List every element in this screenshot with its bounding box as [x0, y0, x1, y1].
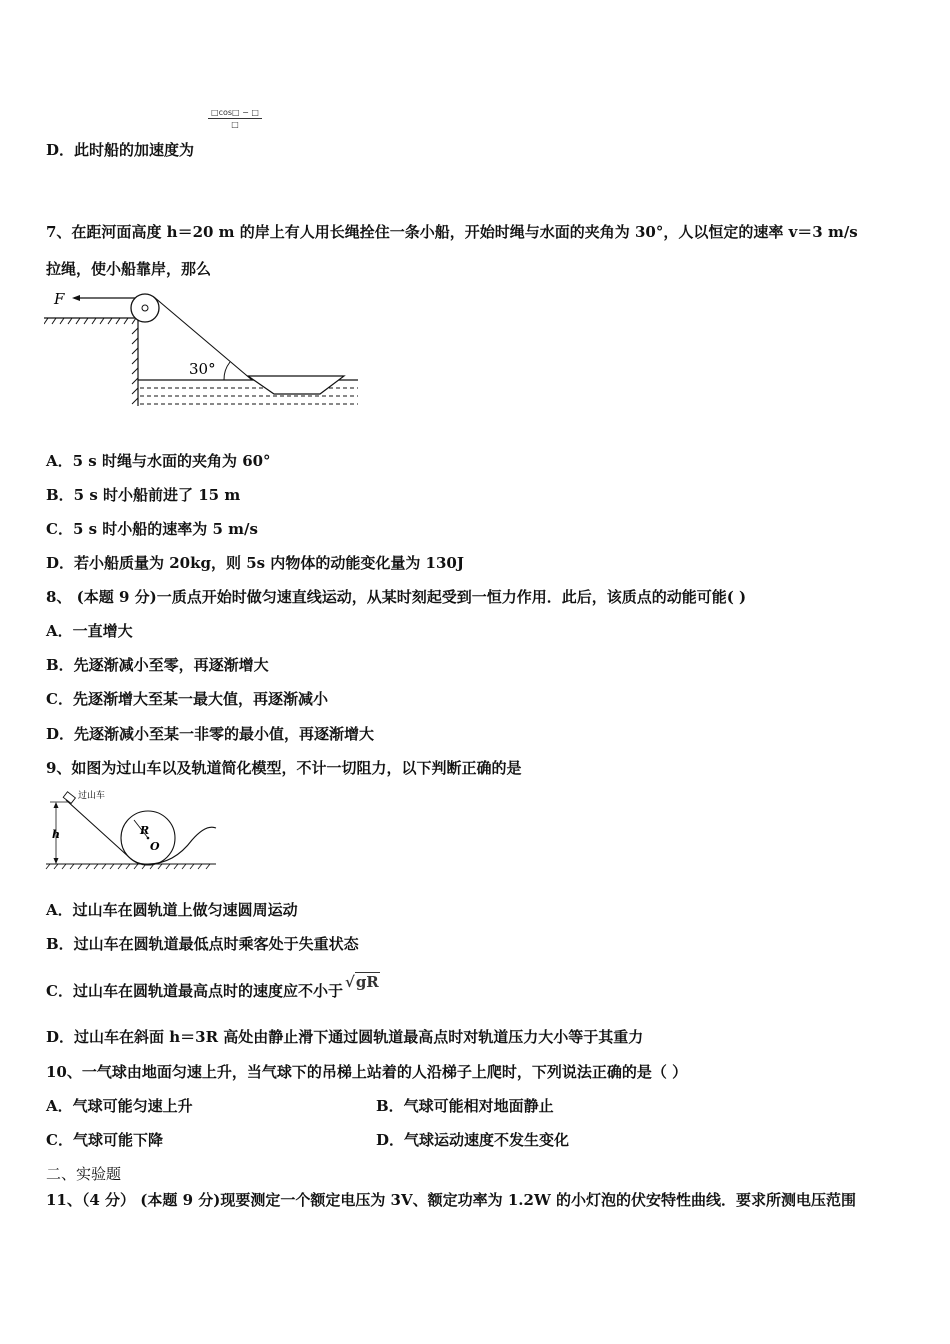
q8-option-b: B．先逐渐减小至零，再逐渐增大: [46, 656, 269, 674]
center-label: O: [150, 840, 160, 853]
q9-option-a: A．过山车在圆轨道上做匀速圆周运动: [46, 901, 298, 919]
q7-boat-figure: [44, 288, 364, 410]
q10-option-c: C．气球可能下降: [46, 1131, 163, 1149]
q9-option-c-text: C．过山车在圆轨道最高点时的速度应不小于: [46, 982, 343, 1000]
center-dot: [147, 837, 150, 840]
ground-hatching: [46, 864, 210, 869]
car-label: 过山车: [78, 791, 106, 801]
fraction-numerator: □cos□ − □: [208, 108, 262, 119]
ground-hatching: [44, 318, 136, 324]
q9-option-d: D．过山车在斜面 h＝3R 高处由静止滑下通过圆轨道最高点时对轨道压力大小等于其重力: [46, 1028, 644, 1046]
fraction-denominator: □: [231, 120, 239, 129]
sqrt-gR-formula: √gR: [344, 973, 379, 991]
q8-option-a: A．一直增大: [46, 622, 133, 640]
q7-option-b: B．5 s 时小船前进了 15 m: [46, 486, 241, 504]
q7-option-a: A．5 s 时绳与水面的夹角为 60°: [46, 452, 271, 470]
q10-option-d: D．气球运动速度不发生变化: [376, 1131, 570, 1149]
section-heading: 二、实验题: [46, 1165, 122, 1183]
height-label: h: [52, 828, 60, 841]
force-arrowhead: [72, 295, 80, 301]
boat: [248, 376, 344, 394]
q7-option-d: D．若小船质量为 20kg，则 5s 内物体的动能变化量为 130J: [46, 554, 464, 572]
sqrt-radicand: gR: [355, 973, 379, 991]
radius-label: R: [140, 824, 150, 837]
q7-stem-line1: 7、在距河面高度 h＝20 m 的岸上有人用长绳拴住一条小船，开始时绳与水面的夹角为 30°，人以恒定的速率 v＝3 m/s: [46, 223, 858, 241]
q10-option-b: B．气球可能相对地面静止: [376, 1097, 554, 1115]
q8-option-d: D．先逐渐减小至某一非零的最小值，再逐渐增大: [46, 725, 375, 743]
pulley-axle: [142, 305, 148, 311]
height-arrow-up: [54, 802, 59, 808]
q9-stem: 9、如图为过山车以及轨道简化模型，不计一切阻力，以下判断正确的是: [46, 759, 522, 777]
acceleration-fraction: [208, 108, 262, 129]
wall-hatching: [132, 328, 138, 404]
height-arrow-down: [54, 858, 59, 864]
q9-rollercoaster-figure: [44, 788, 220, 872]
q9-option-b: B．过山车在圆轨道最低点时乘客处于失重状态: [46, 935, 359, 953]
q10-stem: 10、一气球由地面匀速上升，当气球下的吊梯上站着的人沿梯子上爬时，下列说法正确的是（ ）: [46, 1063, 688, 1081]
q6-option-d: D．此时船的加速度为: [46, 141, 195, 159]
q9-option-c: [46, 973, 380, 1001]
q10-option-a: A．气球可能匀速上升: [46, 1097, 193, 1115]
q7-stem-line2: 拉绳，使小船靠岸，那么: [46, 260, 212, 278]
incline-track: [66, 800, 148, 864]
q11-stem: 11、（4 分） (本题 9 分)现要测定一个额定电压为 3V、额定功率为 1.2W 的小灯泡的伏安特性曲线．要求所测电压范围: [46, 1191, 857, 1209]
q8-stem: 8、 (本题 9 分)一质点开始时做匀速直线运动，从某时刻起受到一恒力作用．此后，该质点的动能可能( ): [46, 588, 747, 606]
q8-option-c: C．先逐渐增大至某一最大值，再逐渐减小: [46, 690, 328, 708]
q7-option-c: C．5 s 时小船的速率为 5 m/s: [46, 520, 258, 538]
angle-label: 30°: [189, 360, 216, 378]
force-label: F: [54, 290, 65, 308]
angle-arc: [224, 362, 230, 380]
